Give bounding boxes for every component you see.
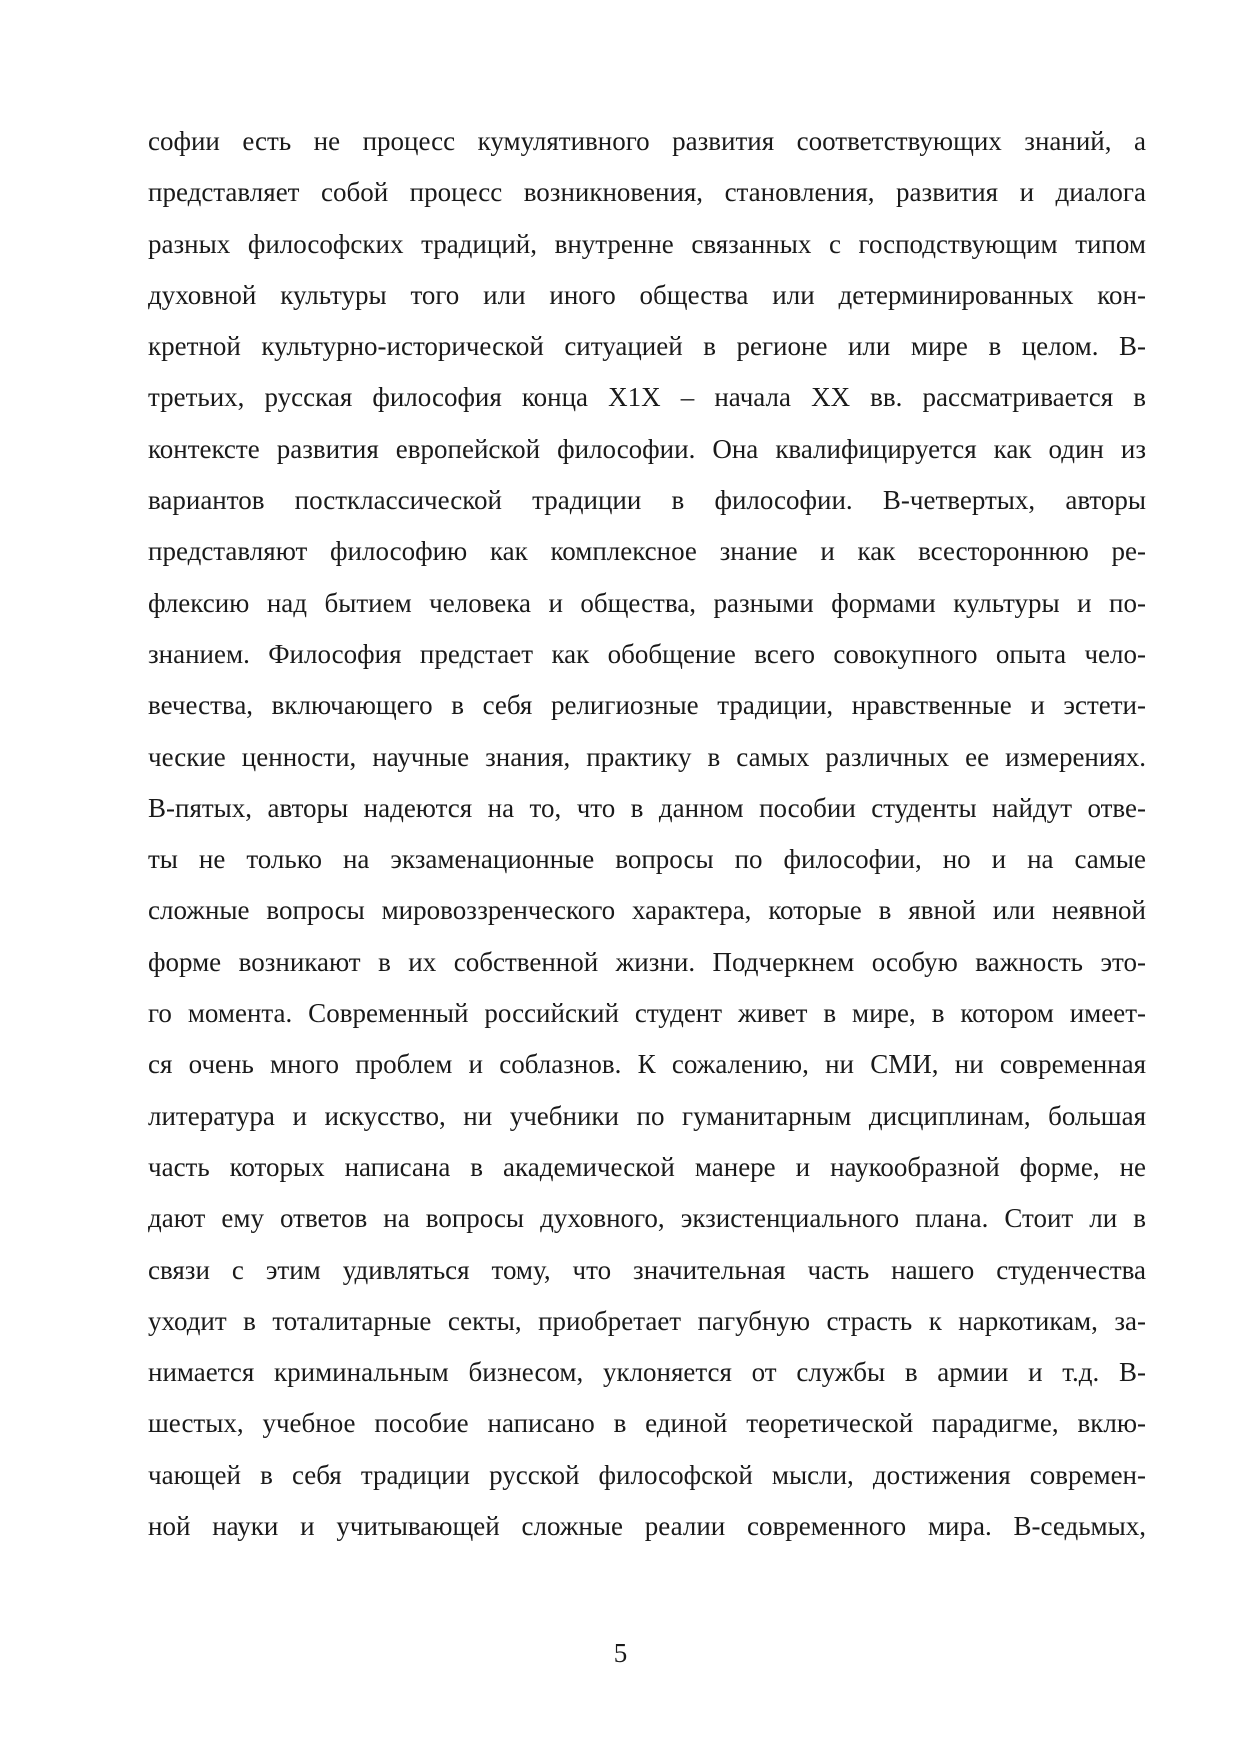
text-line: часть которых написана в академической манере и наукообразной форме, не (148, 1151, 1146, 1182)
text-line: ся очень много проблем и соблазнов. К сожалению, ни СМИ, ни современная (148, 1049, 1146, 1080)
text-line: духовной культуры того или иного общества или детерминированных кон- (148, 279, 1146, 310)
body-text (148, 116, 1146, 1552)
text-line: контексте развития европейской философии. Она квалифицируется как один из (148, 433, 1146, 464)
text-line: вечества, включающего в себя религиозные традиции, нравственные и эстети- (148, 690, 1146, 721)
page-number: 5 (613, 1638, 628, 1668)
text-line: В-пятых, авторы надеются на то, что в данном пособии студенты найдут отве- (148, 792, 1146, 823)
text-line: связи с этим удивляться тому, что значительная часть нашего студенчества (148, 1254, 1146, 1285)
text-line: представляют философию как комплексное знание и как всестороннюю ре- (148, 536, 1146, 567)
text-line: ной науки и учитывающей сложные реалии современного мира. В-седьмых, (148, 1511, 1146, 1542)
text-line: литература и искусство, ни учебники по гуманитарным дисциплинам, большая (148, 1100, 1146, 1131)
text-line: дают ему ответов на вопросы духовного, экзистенциального плана. Стоит ли в (148, 1203, 1146, 1234)
text-line: софии есть не процесс кумулятивного развития соответствующих знаний, а (148, 126, 1146, 156)
text-line: ты не только на экзаменационные вопросы по философии, но и на самые (148, 844, 1146, 875)
text-line: форме возникают в их собственной жизни. Подчеркнем особую важность это- (148, 946, 1146, 977)
text-line: нимается криминальным бизнесом, уклоняется от службы в армии и т.д. В- (148, 1357, 1146, 1388)
text-line: кретной культурно-исторической ситуацией в регионе или мире в целом. В- (148, 331, 1146, 362)
text-line: шестых, учебное пособие написано в единой теоретической парадигме, вклю- (148, 1408, 1146, 1439)
text-line: вариантов постклассической традиции в философии. В-четвертых, авторы (148, 485, 1146, 516)
text-line: разных философских традиций, внутренне связанных с господствующим типом (148, 228, 1146, 259)
text-line: уходит в тоталитарные секты, приобретает пагубную страсть к наркотикам, за- (148, 1305, 1146, 1336)
text-line: го момента. Современный российский студент живет в мире, в котором имеет- (148, 998, 1146, 1029)
text-line: представляет собой процесс возникновения, становления, развития и диалога (148, 177, 1146, 208)
text-line: третьих, русская философия конца Х1Х – начала ХХ вв. рассматривается в (148, 382, 1146, 413)
text-line: ческие ценности, научные знания, практику в самых различных ее измерениях. (148, 741, 1146, 772)
text-line: знанием. Философия предстает как обобщение всего совокупного опыта чело- (148, 638, 1146, 669)
text-line: флексию над бытием человека и общества, разными формами культуры и по- (148, 587, 1146, 618)
text-line: чающей в себя традиции русской философской мысли, достижения современ- (148, 1459, 1146, 1490)
text-line: сложные вопросы мировоззренческого характера, которые в явной или неявной (148, 895, 1146, 926)
